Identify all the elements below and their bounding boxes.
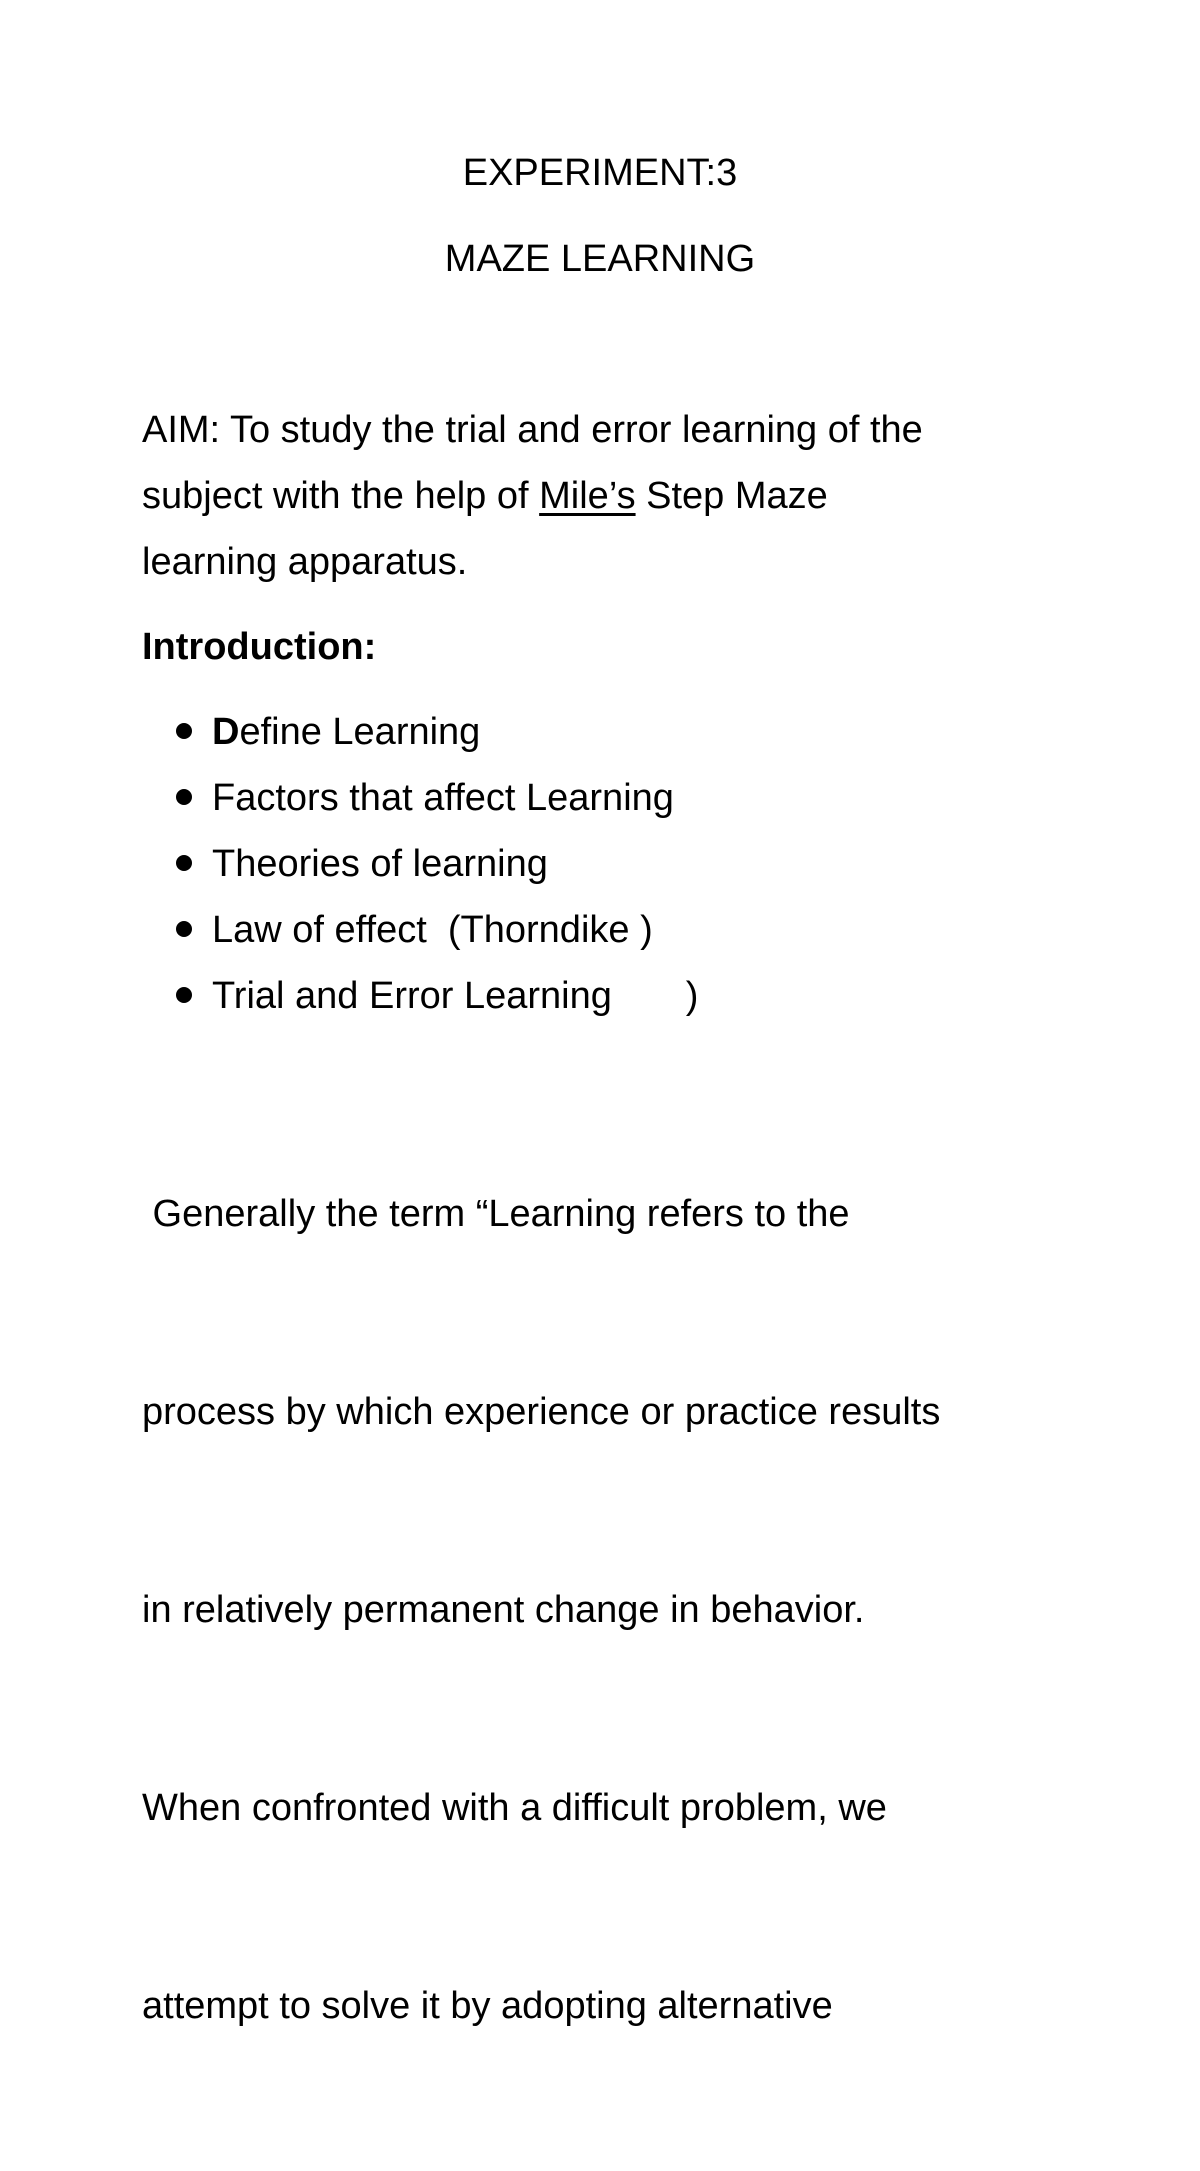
aim-line-3: learning apparatus.	[142, 541, 468, 583]
aim-line-1: AIM: To study the trial and error learning of the	[142, 409, 923, 451]
aim-paragraph	[142, 397, 1072, 595]
bullet-text: Factors that affect Learning	[212, 777, 674, 819]
bullet-text: efine Learning	[239, 711, 481, 753]
list-item	[170, 831, 698, 897]
paragraph-line: in relatively permanent change in behavior.	[142, 1589, 865, 1631]
list-item	[170, 765, 698, 831]
bullet-icon	[176, 789, 192, 805]
list-item	[170, 699, 698, 765]
bullet-icon	[176, 855, 192, 871]
bullet-icon	[176, 723, 192, 739]
paragraph-line: Generally the term “Learning refers to the	[142, 1193, 850, 1235]
bullet-icon	[176, 987, 192, 1003]
introduction-list	[170, 699, 698, 1029]
bullet-text: Trial and Error Learning )	[212, 975, 699, 1017]
list-item	[170, 897, 698, 963]
experiment-title: EXPERIMENT:3	[462, 152, 738, 194]
bullet-text: Theories of learning	[212, 843, 548, 885]
aim-line-2-start: subject with the help of	[142, 475, 540, 517]
bullet-text: Law of effect (Thorndike )	[212, 909, 653, 951]
list-item	[170, 963, 698, 1029]
bullet-bold: D	[212, 711, 240, 753]
bullet-icon	[176, 921, 192, 937]
paragraph-line: attempt to solve it by adopting alternative	[142, 1985, 833, 2027]
paragraph-line: process by which experience or practice results	[142, 1391, 941, 1433]
experiment-subtitle: MAZE LEARNING	[444, 238, 756, 280]
aim-line-2-end: Step Maze	[635, 475, 828, 517]
aim-line-2	[142, 463, 1072, 529]
learning-paragraph	[142, 1049, 1072, 2171]
introduction-heading: Introduction:	[142, 626, 377, 668]
miles-underlined: Mile’s	[539, 475, 636, 517]
paragraph-line: When confronted with a difficult problem, we	[142, 1787, 887, 1829]
